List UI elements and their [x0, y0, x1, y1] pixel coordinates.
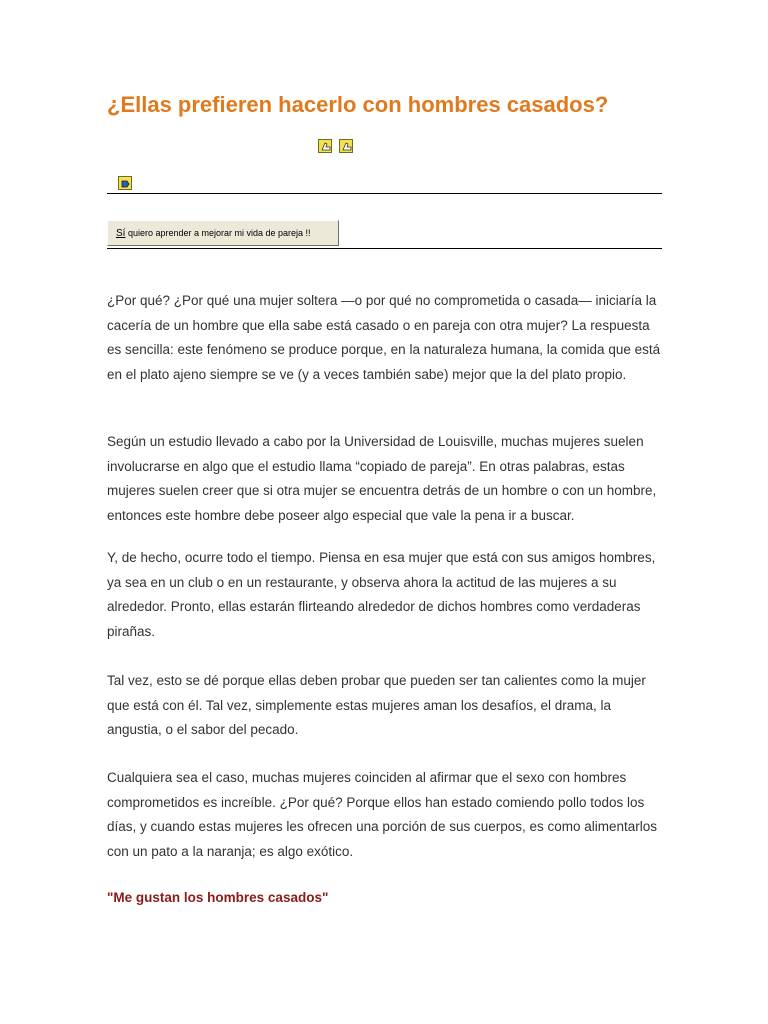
hand-pointer-icon[interactable] [339, 139, 353, 153]
divider [107, 248, 662, 249]
hand-pointer-icon[interactable] [318, 139, 332, 153]
cta-label: quiero aprender a mejorar mi vida de pareja !! [125, 228, 311, 238]
section-subheading: "Me gustan los hombres casados" [107, 890, 329, 905]
article-title: ¿Ellas prefieren hacerlo con hombres casados? [107, 92, 609, 117]
cta-button[interactable] [107, 220, 339, 246]
hand-pointer-icon[interactable] [118, 176, 132, 190]
paragraph: ¿Por qué? ¿Por qué una mujer soltera —o por qué no comprometida o casada— iniciaría la cacería de un hombre que ella sabe está casado o en pareja con otra mujer? La respuesta es sencilla: este fenómeno se produce porque, en la naturaleza humana, la comida que está en el plato ajeno siempre se ve (y a veces también sabe) mejor que la del plato propio. [107, 293, 661, 382]
divider [107, 193, 662, 194]
paragraph: Según un estudio llevado a cabo por la Universidad de Louisville, muchas mujeres suelen involucrarse en algo que el estudio llama “copiado de pareja”. En otras palabras, estas mujeres suelen creer que si otra mujer se encuentra detrás de un hombre o con un hombre, entonces este hombre debe poseer algo especial que vale la pena ir a buscar. [107, 434, 657, 523]
paragraph: Tal vez, esto se dé porque ellas deben probar que pueden ser tan calientes como la mujer que está con él. Tal vez, simplemente estas mujeres aman los desafíos, el drama, la angustia, o el sabor del pecado. [107, 673, 646, 737]
cta-accesskey: Sí [116, 228, 126, 239]
paragraph: Cualquiera sea el caso, muchas mujeres coinciden al afirmar que el sexo con hombres comprometidos es increíble. ¿Por qué? Porque ellos han estado comiendo pollo todos los días, y cuando estas mujeres les ofrecen una porción de sus cuerpos, es como alimentarlos con un pato a la naranja; es algo exótico. [107, 770, 658, 859]
paragraph: Y, de hecho, ocurre todo el tiempo. Piensa en esa mujer que está con sus amigos hombres, ya sea en un club o en un restaurante, y observa ahora la actitud de las mujeres a su alrededor. Pronto, ellas estarán flirteando alrededor de dichos hombres como verdaderas pirañas. [107, 550, 656, 639]
